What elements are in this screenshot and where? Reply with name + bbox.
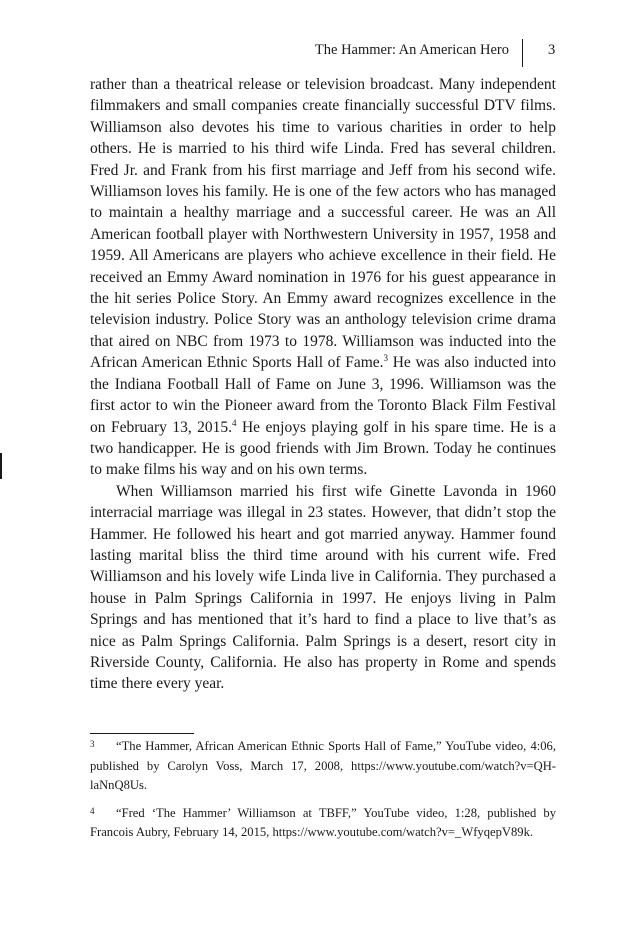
body-text bbox=[90, 74, 556, 695]
footnote-text: “Fred ‘The Hammer’ Williamson at TBFF,” YouTube video, 1:28, published by Francois Aubry, February 14, 2015, https://www.youtube.com/watch?v=_WfyqepV89k. bbox=[90, 805, 556, 839]
paragraph-1 bbox=[90, 74, 556, 481]
footnote-ref-3[interactable]: 3 bbox=[383, 353, 389, 364]
footnote-3: 3 “The Hammer, African American Ethnic Sports Hall of Fame,” YouTube video, 4:06, published by Carolyn Voss, March 17, 2008, https://www.youtube.com/watch?v=QH-laNnQ8Us. bbox=[90, 739, 556, 792]
header-divider bbox=[522, 39, 523, 67]
paragraph-1-text-b: He was also inducted into the Indiana Football Hall of Fame on June 3, 1996. Williamson was the first actor to win the Pioneer award from the Toronto Black Film Festival on February 13, 2015. bbox=[90, 354, 556, 436]
footnote-separator bbox=[90, 733, 194, 734]
running-header bbox=[0, 39, 619, 69]
footnote-ref-4[interactable]: 4 bbox=[232, 417, 237, 428]
footnote-text: “The Hammer, African American Ethnic Sports Hall of Fame,” YouTube video, 4:06, published by Carolyn Voss, March 17, 2008, https://www.youtube.com/watch?v=QH-laNnQ8Us. bbox=[90, 739, 556, 792]
running-title: The Hammer: An American Hero bbox=[314, 42, 509, 58]
footnotes bbox=[90, 737, 556, 851]
footnote-4: 4 “Fred ‘The Hammer’ Williamson at TBFF,” YouTube video, 1:28, published by Francois Aubry, February 14, 2015, https://www.youtube.com/watch?v=_WfyqepV89k. bbox=[90, 805, 556, 839]
page-number: 3 bbox=[548, 42, 556, 58]
paragraph-1-text-c: He enjoys playing golf in his spare time. He is a two handicapper. He is good friends with Jim Brown. Today he continues to make films his way and on his own terms. bbox=[90, 418, 556, 479]
paragraph-1-text-a: rather than a theatrical release or television broadcast. Many independent filmmakers and small companies create financially successful DTV films. Williamson also devotes his time to various charities in order to help others. He is married to his third wife Linda. Fred has several children. Fred Jr. and Frank from his first marriage and Jeff from his second wife. Williamson loves his family. He is one of the few actors who has managed to maintain a healthy marriage and a successful career. He was an All American football player with Northwestern University in 1957, 1958 and 1959. All Americans are players who achieve excellence in their field. He received an Emmy Award nomination in 1976 for his guest appearance in the hit series Police Story. An Emmy award recognizes excellence in the television industry. Police Story was an anthology television crime drama that aired on NBC from 1973 to 1978. Williamson was inducted into the African American Ethnic Sports Hall of Fame. bbox=[90, 76, 556, 372]
paragraph-2: When Williamson married his first wife Ginette Lavonda in 1960 interracial marriage was illegal in 23 states. However, that didn’t stop the Hammer. He followed his heart and got married anyway. Hammer found lasting marital bliss the third time around with his current wife. Fred Williamson and his lovely wife Linda live in California. They purchased a house in Palm Springs California in 1997. He enjoys living in Palm Springs and has mentioned that it’s hard to find a place to live that’s as nice as Palm Springs California. Palm Springs is a desert, resort city in Riverside County, California. He also has property in Rome and spends time there every year. bbox=[90, 482, 556, 693]
margin-mark bbox=[0, 453, 2, 479]
